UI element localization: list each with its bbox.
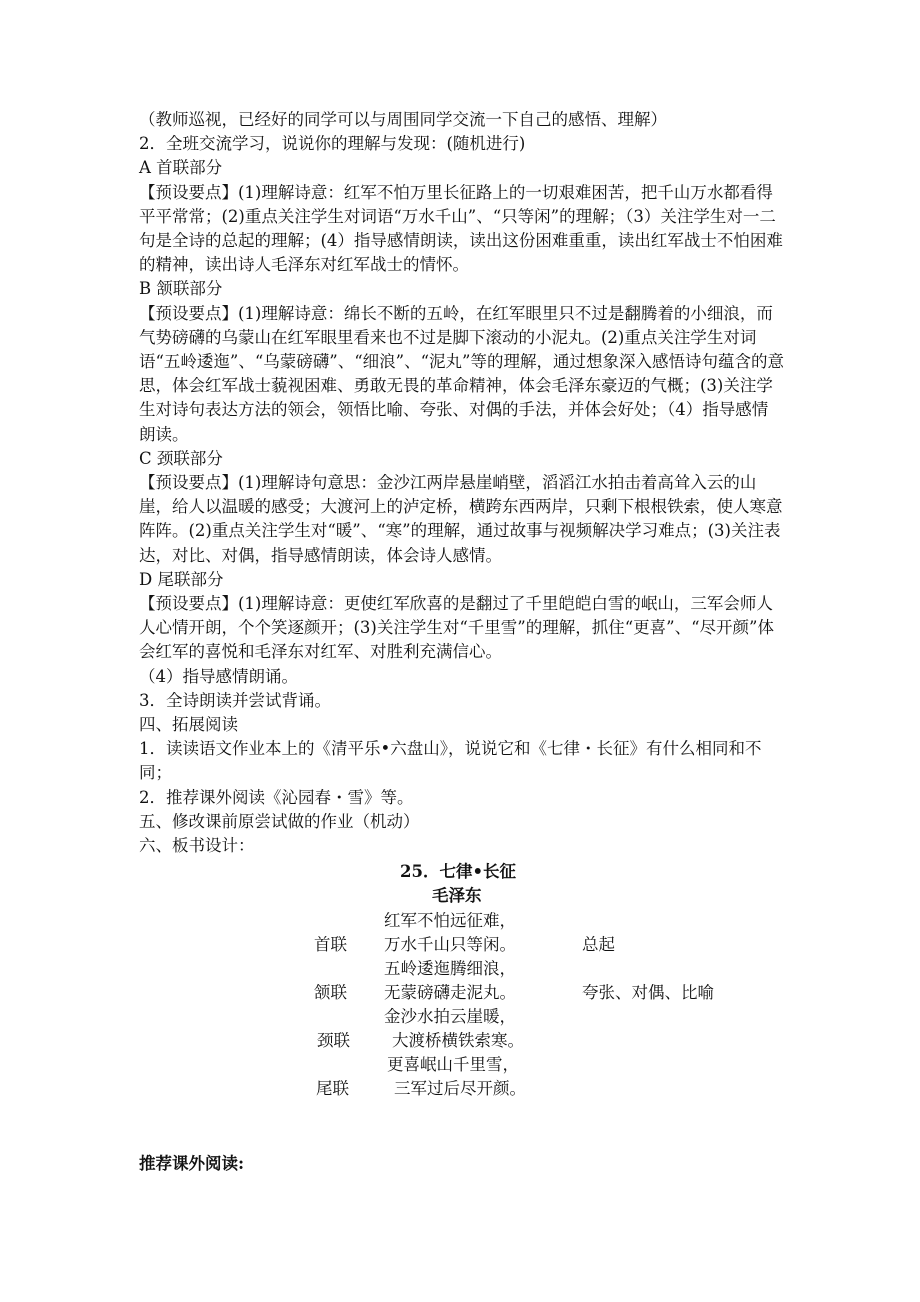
board-label: 颈联: [317, 1031, 350, 1050]
section-b-heading: B 颔联部分: [139, 279, 223, 299]
board-verse: 大渡桥横铁索寒。: [392, 1031, 524, 1050]
board-label: 尾联: [316, 1079, 349, 1098]
board-title: 25．七律•长征: [400, 862, 517, 881]
board-verse: 红军不怕远征难，: [384, 911, 516, 930]
section-d-heading: D 尾联部分: [139, 569, 224, 589]
text-line-recite: 3．全诗朗读并尝试背诵。: [139, 690, 331, 710]
board-label: 颔联: [314, 983, 347, 1002]
recommended-reading-heading: 推荐课外阅读:: [139, 1154, 245, 1173]
board-note: 总起: [582, 935, 615, 954]
board-verse: 万水千山只等闲。: [384, 935, 516, 954]
board-label: 首联: [314, 935, 347, 954]
text-line-1: （教师巡视，已经好的同学可以与周围同学交流一下自己的感悟、理解）: [139, 110, 667, 129]
section-c-points: 【预设要点】(1)理解诗句意思：金沙江两岸悬崖峭壁，滔滔江水拍击着高耸入云的山崖，给人以温暖的感受；大渡河上的泸定桥，横跨东西两岸，只剩下根根铁索，使人寒意阵阵。(2)重点关注学生对“暖”、“寒”的理解，通过故事与视频解决学习难点；(3)关注表达，对比、对偶，指导感情朗读，体会诗人感情。: [139, 473, 783, 565]
extension-heading: 四、拓展阅读: [139, 715, 238, 735]
lesson-plan-body: [139, 108, 784, 858]
board-verse: 更喜岷山千里雪，: [387, 1055, 519, 1074]
text-line-2: 2．全班交流学习，说说你的理解与发现：(随机进行): [139, 134, 526, 154]
homework-heading: 五、修改课前原尝试做的作业（机动）: [139, 811, 420, 831]
section-c-heading: C 颈联部分: [139, 448, 223, 468]
section-d-points: 【预设要点】(1)理解诗意：更使红军欣喜的是翻过了千里皑皑白雪的岷山，三军会师人人心情开朗，个个笑逐颜开；(3)关注学生对“千里雪”的理解，抓住“更喜”、“尽开颜”体会红军的喜悦和毛泽东对红军、对胜利充满信心。: [139, 594, 774, 662]
text-line-guide: （4）指导感情朗诵。: [139, 666, 298, 686]
section-a-heading: A 首联部分: [139, 158, 223, 178]
board-verse: 五岭逶迤腾细浪，: [384, 959, 516, 978]
extension-item-2: 2．推荐课外阅读《沁园春・雪》等。: [139, 787, 414, 807]
extension-item-1: 1．读读语文作业本上的《清平乐•六盘山》，说说它和《七律・长征》有什么相同和不同；: [139, 739, 762, 783]
board-verse: 无蒙磅礴走泥丸。: [384, 983, 516, 1002]
section-b-points: 【预设要点】(1)理解诗意：绵长不断的五岭，在红军眼里只不过是翻腾着的小细浪，而气势磅礴的乌蒙山在红军眼里看来也不过是脚下滚动的小泥丸。(2)重点关注学生对词语“五岭逶迤”、“乌蒙磅礴”、“细浪”、“泥丸”等的理解，通过想象深入感悟诗句蕴含的意思，体会红军战士藐视困难、勇敢无畏的革命精神，体会毛泽东豪迈的气概；(3)关注学生对诗句表达方法的领会，领悟比喻、夸张、对偶的手法，并体会好处；（4）指导感情朗读。: [139, 303, 784, 444]
board-verse: 三军过后尽开颜。: [394, 1079, 526, 1098]
board-note: 夸张、对偶、比喻: [582, 983, 714, 1002]
board-author: 毛泽东: [432, 886, 482, 905]
board-design-heading: 六、板书设计：: [139, 836, 255, 856]
section-a-points: 【预设要点】(1)理解诗意：红军不怕万里长征路上的一切艰难困苦，把千山万水都看得平平常常；(2)重点关注学生对词语“万水千山”、“只等闲”的理解；（3）关注学生对一二句是全诗的总起的理解；(4）指导感情朗读，读出这份困难重重，读出红军战士不怕困难的精神，读出诗人毛泽东对红军战士的情怀。: [139, 182, 783, 275]
board-verse: 金沙水拍云崖暖，: [384, 1007, 516, 1026]
